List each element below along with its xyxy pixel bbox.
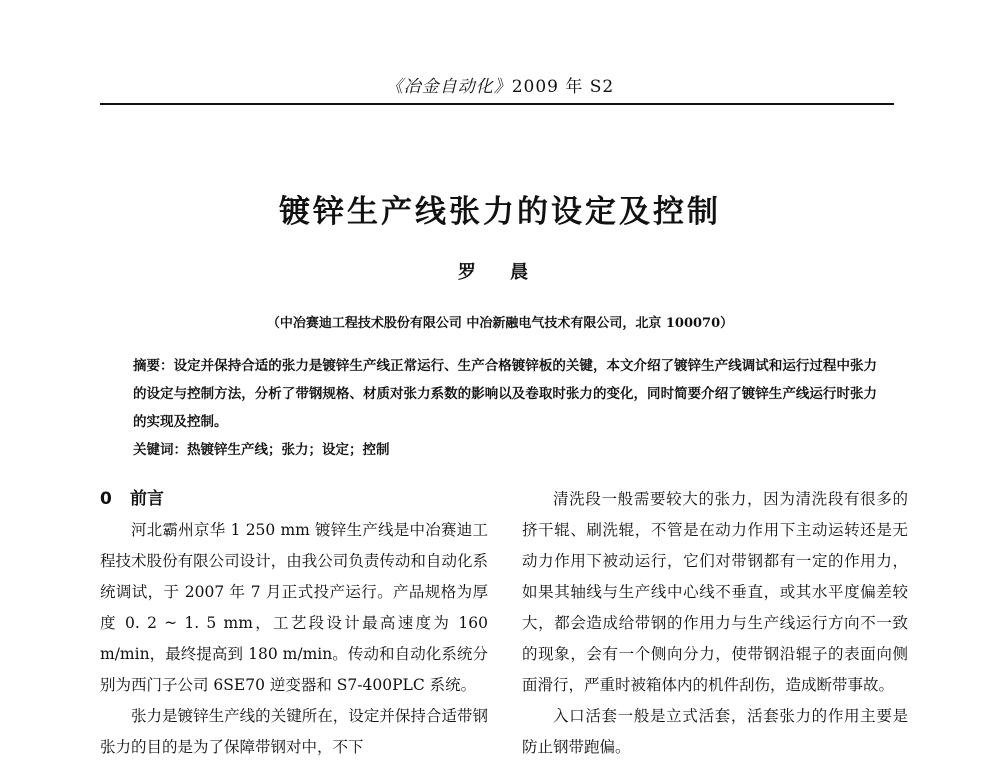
keywords-paragraph	[133, 436, 877, 464]
body-paragraph: 张力是镀锌生产线的关键所在，设定并保持合适带钢张力的目的是为了保障带钢对中，不下	[100, 707, 488, 756]
body-paragraph: 入口活套一般是立式活套，活套张力的作用主要是防止钢带跑偏。	[522, 707, 908, 756]
journal-header	[0, 72, 1000, 97]
right-column	[522, 484, 908, 763]
journal-name: 《冶金自动化》	[385, 77, 512, 97]
section-number: 0	[100, 489, 112, 509]
article-title: 镀锌生产线张力的设定及控制	[279, 194, 721, 230]
keywords-text: 热镀锌生产线；张力；设定；控制	[187, 442, 390, 458]
abstract-label: 摘要：	[133, 358, 174, 374]
abstract-block	[133, 352, 877, 464]
section-heading	[100, 484, 488, 515]
author-affiliation: （中冶赛迪工程技术股份有限公司 中冶新融电气技术有限公司，北京 100070）	[266, 316, 734, 331]
journal-issue: 2009 年 S2	[511, 77, 615, 97]
header-rule	[100, 103, 894, 105]
section-title: 前言	[130, 489, 164, 509]
body-paragraph: 河北霸州京华 1 250 mm 镀锌生产线是中冶赛迪工程技术股份有限公司设计，由我公司负责传动和自动化系统调试，于 2007 年 7 月正式投产运行。产品规格为厚度 0. 2 ~ 1. 5 mm，工艺段设计最高速度为 160 m/min，最终提高到 180 m/min。传动和自动化系统分别为西门子公司 6SE70 逆变器和 S7-400PLC 系统。	[100, 521, 488, 694]
abstract-paragraph	[133, 352, 877, 436]
body-paragraph: 清洗段一般需要较大的张力，因为清洗段有很多的挤干辊、刷洗辊，不管是在动力作用下主动运转还是无动力作用下被动运行，它们对带钢都有一定的作用力，如果其轴线与生产线中心线不垂直，或其水平度偏差较大，都会造成给带钢的作用力与生产线运行方向不一致的现象，会有一个侧向分力，使带钢沿辊子的表面向侧面滑行，严重时被箱体内的机件刮伤，造成断带事故。	[522, 490, 908, 694]
keywords-label: 关键词：	[133, 442, 187, 458]
author-name: 罗 晨	[457, 262, 543, 283]
left-column	[100, 484, 488, 763]
abstract-text: 设定并保持合适的张力是镀锌生产线正常运行、生产合格镀锌板的关键，本文介绍了镀锌生产线调试和运行过程中张力的设定与控制方法，分析了带钢规格、材质对张力系数的影响以及卷取时张力的变化，同时简要介绍了镀锌生产线运行时张力的实现及控制。	[133, 358, 878, 430]
